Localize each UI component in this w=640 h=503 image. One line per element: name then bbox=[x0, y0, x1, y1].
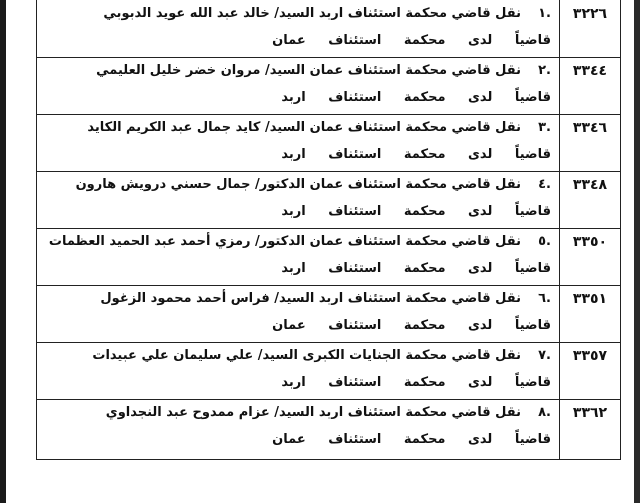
row-code: ٣٣٤٨ bbox=[572, 177, 608, 193]
row-line-1 bbox=[45, 177, 551, 192]
row-text-cell bbox=[37, 399, 560, 460]
row-text-cell bbox=[37, 0, 560, 57]
row-line-2: قاضياً لدى محكمة استئناف اربد bbox=[281, 147, 551, 162]
row-number: .٨ bbox=[538, 405, 551, 420]
row-line-1 bbox=[45, 234, 551, 249]
row-text-cell bbox=[37, 171, 560, 228]
table-row bbox=[37, 114, 620, 172]
row-number: .٢ bbox=[538, 63, 551, 78]
row-text-cell bbox=[37, 342, 560, 399]
row-line-1-text: نقل قاضي محكمة استئناف اربد السيد/ فراس أحمد محمود الزغول bbox=[100, 291, 521, 306]
row-line-2: قاضياً لدى محكمة استئناف عمان bbox=[272, 318, 551, 333]
row-line-1 bbox=[45, 291, 551, 306]
row-number: .٤ bbox=[538, 177, 551, 192]
transfer-table bbox=[36, 0, 621, 460]
row-line-1 bbox=[45, 63, 551, 78]
row-code: ٣٢٢٦ bbox=[572, 6, 608, 22]
row-number: .١ bbox=[538, 6, 551, 21]
table-row bbox=[37, 171, 620, 229]
row-code: ٣٣٦٢ bbox=[572, 405, 608, 421]
row-line-1-text: نقل قاضي محكمة استئناف عمان الدكتور/ رمزي أحمد عبد الحميد العظمات bbox=[48, 234, 521, 249]
row-text-cell bbox=[37, 57, 560, 114]
row-text-cell bbox=[37, 228, 560, 285]
row-code: ٣٣٥١ bbox=[572, 291, 608, 307]
table-row bbox=[37, 228, 620, 286]
row-line-2: قاضياً لدى محكمة استئناف اربد bbox=[281, 90, 551, 105]
row-number: .٣ bbox=[538, 120, 551, 135]
row-code: ٣٣٤٤ bbox=[572, 63, 608, 79]
row-line-2: قاضياً لدى محكمة استئناف عمان bbox=[272, 432, 551, 447]
document-page bbox=[36, 0, 621, 503]
row-number: .٦ bbox=[538, 291, 551, 306]
row-line-1 bbox=[45, 405, 551, 420]
row-line-1 bbox=[45, 348, 551, 363]
row-line-1-text: نقل قاضي محكمة الجنايات الكبرى السيد/ علي سليمان علي عبيدات bbox=[92, 348, 521, 363]
row-code: ٣٣٥٧ bbox=[572, 348, 608, 364]
row-line-1-text: نقل قاضي محكمة استئناف اربد السيد/ خالد عبد الله عويد الدبوبي bbox=[103, 6, 521, 21]
row-text-cell bbox=[37, 114, 560, 171]
row-line-1 bbox=[45, 120, 551, 135]
row-text-cell bbox=[37, 285, 560, 342]
row-line-2: قاضياً لدى محكمة استئناف اربد bbox=[281, 261, 551, 276]
row-line-1-text: نقل قاضي محكمة استئناف عمان الدكتور/ جمال حسني درويش هارون bbox=[75, 177, 521, 192]
row-line-2: قاضياً لدى محكمة استئناف اربد bbox=[281, 204, 551, 219]
row-line-1-text: نقل قاضي محكمة استئناف اربد السيد/ عزام ممدوح عبد النجداوي bbox=[105, 405, 521, 420]
table-row bbox=[37, 57, 620, 115]
table-row bbox=[37, 0, 620, 58]
table-row bbox=[37, 399, 620, 460]
row-number: .٧ bbox=[538, 348, 551, 363]
row-code: ٣٣٥٠ bbox=[572, 234, 608, 250]
table-row bbox=[37, 342, 620, 400]
row-line-1 bbox=[45, 6, 551, 21]
row-line-2: قاضياً لدى محكمة استئناف عمان bbox=[272, 33, 551, 48]
row-line-1-text: نقل قاضي محكمة استئناف عمان السيد/ مروان خضر خليل العليمي bbox=[96, 63, 521, 78]
row-number: .٥ bbox=[538, 234, 551, 249]
table-row bbox=[37, 285, 620, 343]
row-line-2: قاضياً لدى محكمة استئناف اربد bbox=[281, 375, 551, 390]
row-code: ٣٣٤٦ bbox=[572, 120, 608, 136]
row-line-1-text: نقل قاضي محكمة استئناف عمان السيد/ كايد جمال عبد الكريم الكايد bbox=[87, 120, 521, 135]
